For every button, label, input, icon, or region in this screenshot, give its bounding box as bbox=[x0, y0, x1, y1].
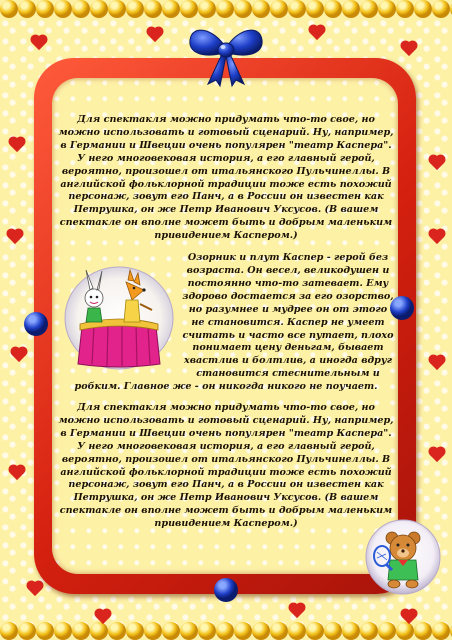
heart-icon bbox=[430, 156, 444, 170]
blue-bead bbox=[24, 312, 48, 336]
heart-icon bbox=[8, 230, 22, 244]
heart-icon bbox=[12, 348, 26, 362]
puppet-theatre-illustration bbox=[64, 266, 174, 370]
repeat-paragraph: Для спектакля можно придумать что-то свое, но можно использовать и готовый сценарий. Ну, например, в Германии и Швеции очень популярен "театр Каспера". У него многовековая история, а его главный герой, вероятно, произошел от итальянского Пульчинеллы. В английской фольклорной традиции тоже есть похожий персонаж, зовут его Панч, а в России он известен как Петрушка, он же Петр Иванович Уксусов. (В вашем спектакле он вполне может быть и добрым маленьким привидением Каспером.) bbox=[58, 402, 394, 530]
bottom-bead-border bbox=[0, 622, 452, 640]
heart-icon bbox=[430, 230, 444, 244]
heart-icon bbox=[32, 36, 46, 50]
article-text bbox=[58, 114, 394, 540]
character-paragraph: Озорник и плут Каспер - герой без возраста. Он весел, великодушен и постоянно что-то затевает. Ему здорово достается за его озорство, но разумнее и мудрее он от этого не становится. Каспер не умеет считать и часто все путает, плохо понимает цену деньгам, бывает хвастлив и болтлив, а иногда вдруг становится стеснительным и робким. Главное же - он никогда никого не поучает. bbox=[74, 252, 394, 393]
heart-icon bbox=[148, 28, 162, 42]
teddy-bear-illustration bbox=[364, 518, 442, 596]
heart-icon bbox=[310, 26, 324, 40]
heart-icon bbox=[402, 42, 416, 56]
heart-icon bbox=[10, 466, 24, 480]
heart-icon bbox=[430, 356, 444, 370]
heart-icon bbox=[10, 138, 24, 152]
heart-icon bbox=[430, 448, 444, 462]
heart-icon bbox=[290, 604, 304, 618]
blue-bead bbox=[214, 578, 238, 602]
blue-bow-icon bbox=[186, 14, 266, 88]
heart-icon bbox=[28, 582, 42, 596]
intro-paragraph: Для спектакля можно придумать что-то свое, но можно использовать и готовый сценарий. Ну, например, в Германии и Швеции очень популярен "театр Каспера". У него многовековая история, а его главный герой, вероятно, произошел от итальянского Пульчинеллы. В английской фольклорной традиции тоже есть похожий персонаж, зовут его Панч, а в России он известен как Петрушка, он же Петр Иванович Уксусов. (В вашем спектакле он вполне может быть и добрым маленьким привидением Каспером.) bbox=[58, 114, 394, 242]
